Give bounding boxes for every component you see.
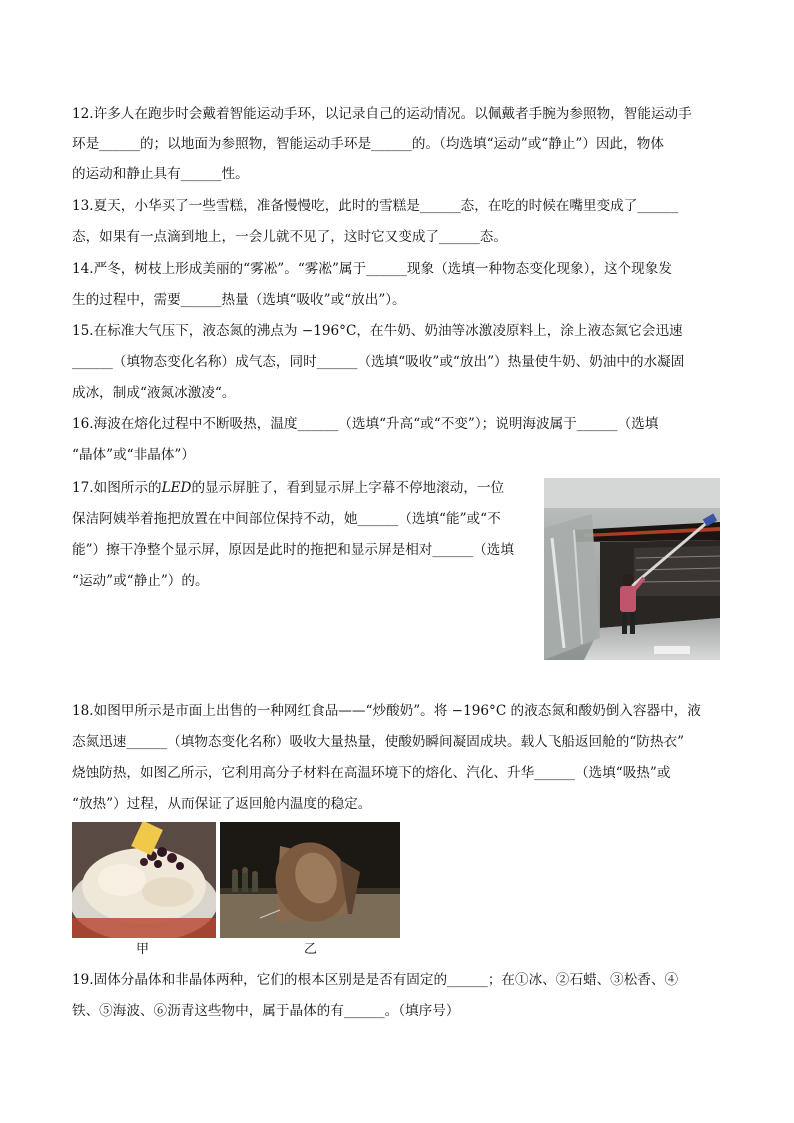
q12-line-2: 环是______的；以地面为参照物，智能运动手环是______的。（均选填“运动”或“静止”）因此，物体	[72, 136, 664, 152]
fried-yogurt-photo	[72, 822, 216, 938]
q18-line-1: 18.如图甲所示是市面上出售的一种网红食品——“炒酸奶”。将 −196°C 的液态氮和酸奶倒入容器中，液	[72, 703, 701, 719]
q17-text-a: 17.如图所示的	[72, 480, 162, 496]
q14-line-2: 生的过程中，需要______热量（选填“吸收”或“放出”）。	[72, 292, 406, 308]
q17-led-term: LED	[161, 480, 192, 496]
q14-line-1: 14.严冬，树枝上形成美丽的“雾凇”。“雾凇”属于______现象（选填一种物态变化现象），这个现象发	[72, 261, 672, 277]
q15-line-1: 15.在标准大气压下，液态氮的沸点为 −196°C，在牛奶、奶油等冰激凌原料上，涂上液态氮它会迅速	[72, 323, 683, 339]
return-capsule-photo	[220, 822, 400, 938]
q17-line-4: “运动”或“静止”）的。	[72, 573, 209, 589]
q19-line-1: 19.固体分晶体和非晶体两种，它们的根本区别是是否有固定的______；在①冰、②石蜡、③松香、④	[72, 972, 679, 988]
q18-line-2: 态氮迅速______（填物态变化名称）吸收大量热量，使酸奶瞬间凝固成块。载人飞船返回舱的“防热衣”	[72, 734, 685, 750]
q19-line-2: 铁、⑤海波、⑥沥青这些物中，属于晶体的有______。（填序号）	[72, 1003, 460, 1019]
q18-line-3: 烧蚀防热，如图乙所示，它利用高分子材料在高温环境下的熔化、汽化、升华______（选填“吸热”或	[72, 765, 671, 781]
figure-caption-jia: 甲	[136, 942, 150, 957]
q16-line-2: “晶体”或“非晶体”）	[72, 447, 195, 463]
q12-line-1: 12.许多人在跑步时会戴着智能运动手环，以记录自己的运动情况。以佩戴者手腕为参照物，智能运动手	[72, 106, 692, 122]
q16-line-1: 16.海波在熔化过程中不断吸热，温度______（选填“升高“或“不变”）；说明海波属于______（选填	[72, 416, 659, 432]
q17-line-3: 能”）擦干净整个显示屏，原因是此时的拖把和显示屏是相对______（选填	[72, 542, 514, 558]
figure-caption-yi: 乙	[304, 942, 318, 957]
q17-line-1	[72, 478, 504, 498]
q15-line-3: 成冰，制成“液氮冰激凌“。	[72, 385, 236, 401]
q17-text-c: 的显示屏脏了，看到显示屏上字幕不停地滚动，一位	[191, 480, 505, 496]
q13-line-2: 态，如果有一点滴到地上，一会儿就不见了，这时它又变成了______态。	[72, 229, 507, 245]
q17-line-2: 保洁阿姨举着拖把放置在中间部位保持不动，她______（选填“能”或“不	[72, 511, 501, 527]
q13-line-1: 13.夏天，小华买了一些雪糕，准备慢慢吃，此时的雪糕是______态，在吃的时候在嘴里变成了______	[72, 198, 679, 214]
q12-line-3: 的运动和静止具有______性。	[72, 166, 249, 182]
cleaning-led-screen-photo	[544, 478, 720, 660]
q18-line-4: “放热”）过程，从而保证了返回舱内温度的稳定。	[72, 796, 372, 812]
q15-line-2: ______（填物态变化名称）成气态，同时______（选填“吸收”或“放出”）热量使牛奶、奶油中的水凝固	[72, 354, 685, 370]
